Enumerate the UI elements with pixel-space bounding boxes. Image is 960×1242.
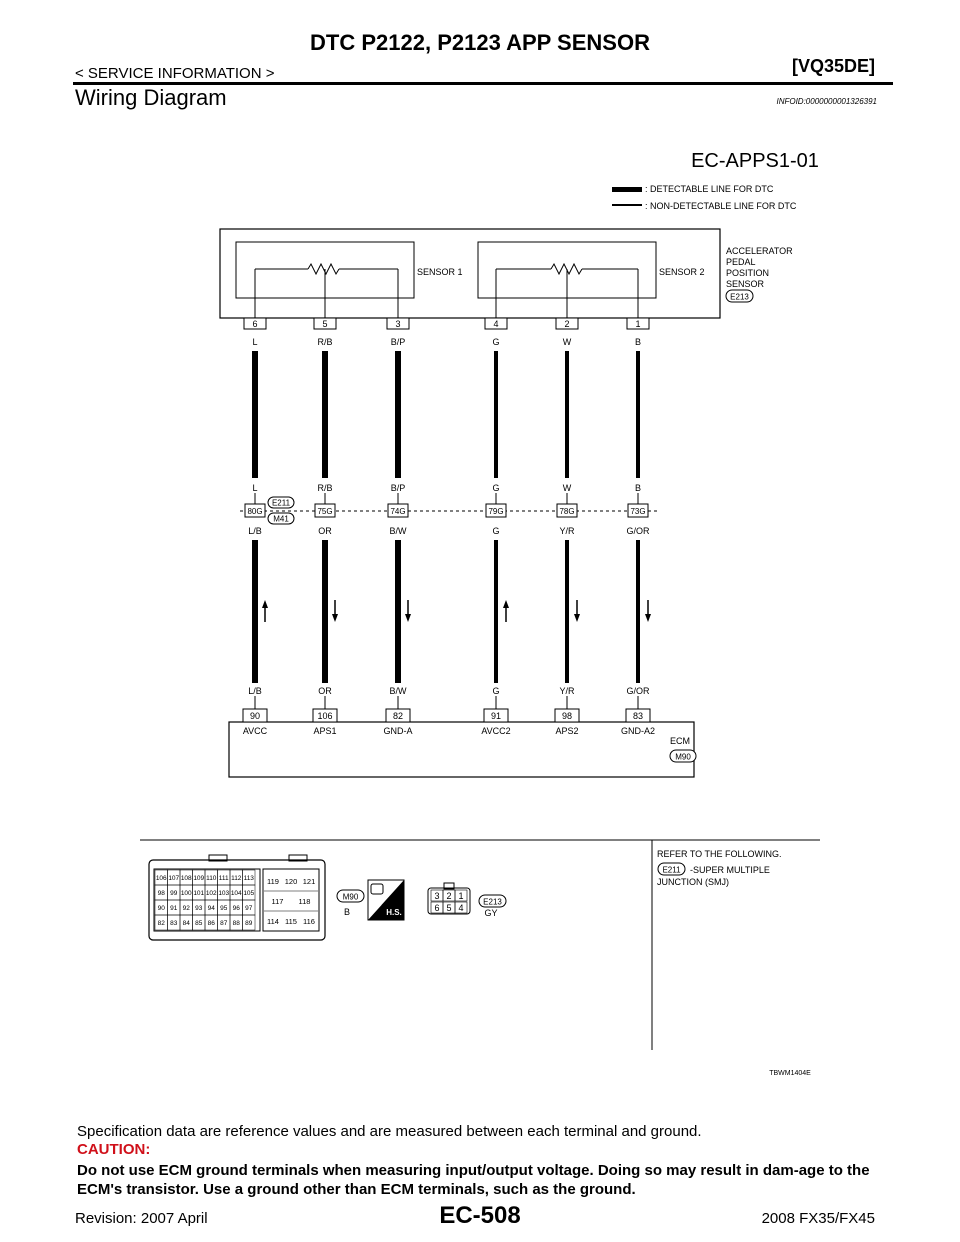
ecm-face-pin: 111 [218, 875, 229, 882]
joint-bottom-color: B/W [389, 526, 407, 536]
ecm-face-color: B [343, 907, 351, 917]
legend-nondetectable-line [612, 204, 642, 206]
ecm-face-pin: 119 [267, 877, 279, 886]
signal-arrow-down [405, 614, 411, 622]
ecm-face-pin: 108 [180, 875, 192, 882]
joint-pin: 79G [488, 507, 504, 516]
ecm-wire-color: OR [318, 686, 332, 696]
ecm-face-pin: 94 [207, 905, 215, 912]
sensor-wire-color: B [634, 337, 642, 347]
ecm-wire-color: Y/R [559, 686, 575, 696]
ecm-face-pin: 113 [243, 875, 254, 882]
caution-text: Do not use ECM ground terminals when measuring input/output voltage. Doing so may result in dam-age to the ECM's transistor. Use a ground other than ECM terminals, such as the ground. [77, 1162, 870, 1198]
sensor-pin: 5 [322, 319, 328, 329]
model: 2008 FX35/FX45 [761, 1210, 875, 1227]
sensor-wire-color: L [252, 337, 258, 347]
sensor-wire-color: B/P [390, 337, 406, 347]
ecm-face-pin: 118 [298, 897, 311, 906]
joint-top-color: B/P [390, 483, 406, 493]
sensor-face-pin: 1 [458, 891, 464, 901]
ecm-face-pin: 103 [218, 890, 230, 897]
ecm-face-pin: 101 [193, 890, 205, 897]
signal-arrow-down [574, 614, 580, 622]
ecm-face-pin: 98 [157, 890, 165, 897]
engine-code: [VQ35DE] [791, 56, 875, 76]
ecm-face-pin: 83 [170, 920, 178, 927]
sensor-face-pin: 4 [458, 903, 464, 913]
ecm-face-pin: 92 [182, 905, 190, 912]
refer-connector: E211 [662, 865, 681, 875]
ecm-terminal-name: GND-A2 [620, 726, 656, 736]
page-number: EC-508 [439, 1202, 521, 1229]
revision: Revision: 2007 April [75, 1210, 208, 1227]
ecm-face-pin: 84 [182, 920, 190, 927]
sensor-pin: 3 [395, 319, 401, 329]
ecm-face-pin: 110 [206, 875, 217, 882]
joint-bottom-color: Y/R [559, 526, 575, 536]
ecm-face-label: M90 [342, 892, 359, 902]
joint-top-color: L [252, 483, 258, 493]
sensor-name-line4: SENSOR [726, 279, 765, 289]
sensor-wire-color: W [562, 337, 572, 347]
ecm-label: ECM [670, 736, 690, 746]
sensor-name [726, 246, 795, 289]
ecm-pin: 83 [632, 711, 644, 721]
ecm-face-pin: 89 [245, 920, 253, 927]
ecm-face-pin: 96 [232, 905, 240, 912]
joint-bottom-color: L/B [248, 526, 262, 536]
ecm-pin: 82 [392, 711, 404, 721]
sensor-wire-color: G [492, 337, 500, 347]
diagram-code: EC-APPS1-01 [691, 150, 819, 172]
sensor-name-line3: POSITION [726, 268, 770, 278]
section-heading: Wiring Diagram [75, 85, 227, 110]
joint-pin: 80G [247, 507, 263, 516]
sensor-pin: 4 [493, 319, 499, 329]
sensor1-label: SENSOR 1 [417, 267, 463, 277]
sensor-face-pin: 3 [434, 891, 440, 901]
caution-label: CAUTION: [77, 1141, 151, 1158]
joint-top-color: B [634, 483, 642, 493]
info-id: INFOID:0000000001326391 [776, 97, 877, 106]
legend-detectable-line [612, 187, 642, 192]
signal-arrow-down [645, 614, 651, 622]
joint-pin: 75G [317, 507, 333, 516]
ecm-pin: 98 [561, 711, 573, 721]
signal-arrow-down [332, 614, 338, 622]
page-title: DTC P2122, P2123 APP SENSOR [310, 30, 650, 55]
ecm-pin: 91 [490, 711, 502, 721]
ecm-face-pin: 91 [170, 905, 178, 912]
signal-arrow-up [503, 600, 509, 608]
joint-pin: 73G [630, 507, 646, 516]
sensor-pin: 2 [564, 319, 570, 329]
sensor-name-line2: PEDAL [726, 257, 756, 267]
ecm-connector-label: M90 [675, 752, 691, 762]
ecm-face-pin: 112 [231, 875, 242, 882]
refer-title: REFER TO THE FOLLOWING. [657, 849, 782, 859]
refer-text-1: -SUPER MULTIPLE [690, 865, 770, 875]
joint-connector-m41: M41 [273, 514, 289, 524]
ecm-face-pin: 99 [170, 890, 178, 897]
ecm-wire-color: G/OR [626, 686, 650, 696]
ecm-terminal-name: APS1 [313, 726, 337, 736]
sensor-face-pin: 2 [446, 891, 452, 901]
ecm-terminal-name: APS2 [555, 726, 579, 736]
ecm-face-pin: 116 [303, 917, 315, 926]
joint-bottom-color: OR [318, 526, 332, 536]
ecm-face-pin: 88 [232, 920, 240, 927]
ecm-terminal-name: AVCC [242, 726, 268, 736]
joint-pin: 78G [559, 507, 575, 516]
joint-top-color: G [492, 483, 500, 493]
joint-bottom-color: G [492, 526, 500, 536]
ecm-face-pin: 121 [302, 877, 316, 886]
sensor-name-line1: ACCELERATOR [726, 246, 793, 256]
ecm-terminal-name: AVCC2 [481, 726, 511, 736]
sensor-pin: 6 [252, 319, 258, 329]
breadcrumb: < SERVICE INFORMATION > [75, 65, 275, 82]
ecm-face-pin: 104 [230, 890, 242, 897]
signal-arrow-up [262, 600, 268, 608]
ecm-terminal-name: GND-A [383, 726, 413, 736]
ecm-connector-pins [155, 870, 318, 930]
ecm-face-pin: 90 [157, 905, 165, 912]
ecm-face-pin: 102 [205, 890, 217, 897]
ecm-face-pin: 107 [168, 875, 180, 882]
joint-connector-e211: E211 [271, 498, 291, 508]
refer-text-2: JUNCTION (SMJ) [657, 877, 729, 887]
ecm-face-pin: 117 [271, 897, 284, 906]
ecm-face-pin: 85 [195, 920, 203, 927]
joint-pin: 74G [390, 507, 406, 516]
sensor-face-pin: 5 [446, 903, 452, 913]
figure-id: TBWM1404E [769, 1070, 811, 1077]
sensor-face-pin: 6 [434, 903, 440, 913]
sensor-connector-pins [431, 890, 467, 913]
joint-top-color: R/B [317, 483, 333, 493]
sensor-face-color: GY [484, 908, 498, 918]
ecm-face-pin: 120 [284, 877, 298, 886]
joint-top-color: W [562, 483, 572, 493]
sensor2-label: SENSOR 2 [659, 267, 705, 277]
ecm-face-pin: 106 [155, 875, 167, 882]
ecm-face-pin: 114 [267, 917, 279, 926]
wire-group [243, 318, 655, 736]
legend-detectable-label: : DETECTABLE LINE FOR DTC [645, 184, 774, 194]
sensor-connector-label: E213 [730, 292, 749, 302]
sensor-wire-color: R/B [317, 337, 333, 347]
ecm-face-pin: 82 [157, 920, 165, 927]
ecm-face-pin: 109 [193, 875, 205, 882]
ecm-pin: 90 [249, 711, 261, 721]
ecm-face-pin: 115 [285, 917, 297, 926]
legend-nondetectable-label: : NON-DETECTABLE LINE FOR DTC [645, 201, 797, 211]
ecm-face-pin: 95 [220, 905, 228, 912]
sensor1-resistor [308, 264, 339, 274]
hs-mark-label: H.S. [386, 908, 402, 917]
ecm-face-pin: 100 [180, 890, 192, 897]
ecm-wire-color: L/B [248, 686, 262, 696]
ecm-wire-color: G [492, 686, 500, 696]
sensor-pin: 1 [635, 319, 641, 329]
ecm-face-pin: 86 [207, 920, 215, 927]
ecm-face-pin: 93 [195, 905, 203, 912]
sensor-face-label: E213 [483, 897, 502, 907]
ecm-face-pin: 105 [243, 890, 255, 897]
joint-bottom-color: G/OR [626, 526, 650, 536]
ecm-pin: 106 [317, 711, 333, 721]
ecm-wire-color: B/W [389, 686, 407, 696]
ecm-face-pin: 97 [245, 905, 253, 912]
ecm-face-pin: 87 [220, 920, 228, 927]
spec-text: Specification data are reference values and are measured between each terminal and ground. [77, 1123, 702, 1140]
